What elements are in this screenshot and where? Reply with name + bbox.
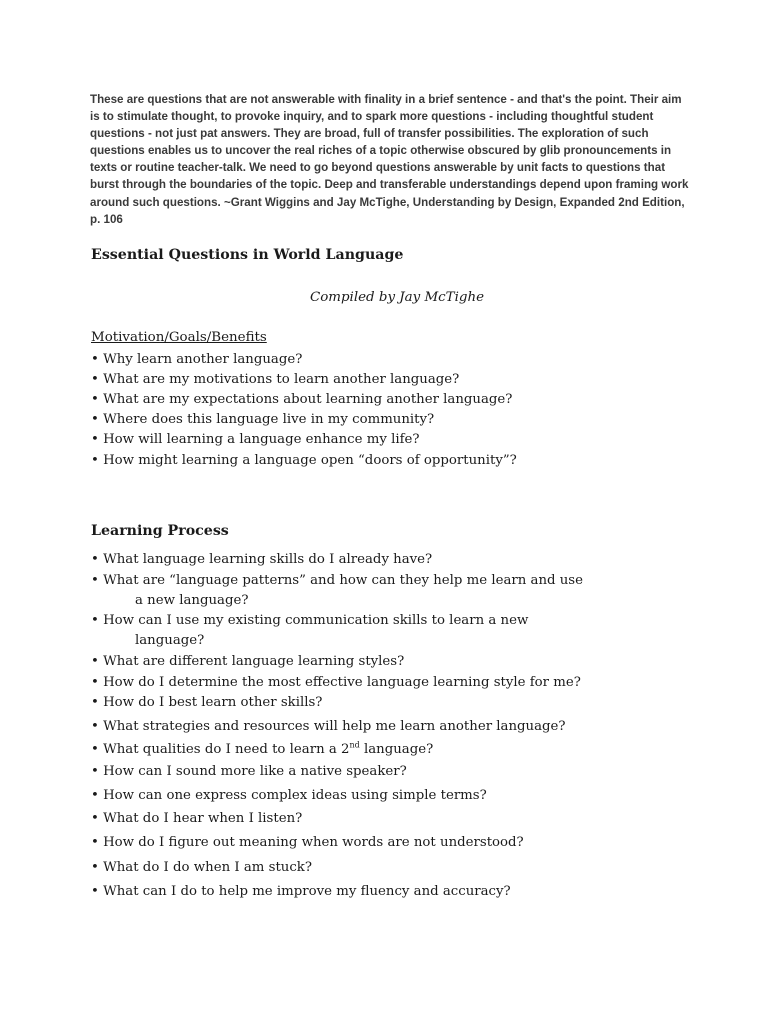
question-text: What qualities do I need to learn a 2: [103, 742, 350, 757]
page-title: Essential Questions in World Language: [91, 247, 404, 263]
bullet: •: [91, 432, 99, 447]
bullet: •: [91, 764, 99, 779]
section-heading-learning-process: Learning Process: [91, 523, 229, 539]
bullet: •: [91, 352, 99, 367]
bullet: •: [91, 372, 99, 387]
bullet: •: [91, 695, 99, 710]
bullet: •: [91, 788, 99, 803]
section-heading-motivation: Motivation/Goals/Benefits: [91, 330, 267, 345]
list-item: [91, 390, 512, 410]
bullet: •: [91, 860, 99, 875]
list-item: [91, 762, 407, 782]
question-continuation: a new language?: [135, 593, 249, 608]
question-text-end: language?: [359, 742, 434, 757]
question-text: What language learning skills do I already have?: [103, 552, 433, 567]
list-item: [91, 370, 459, 390]
question-text: How might learning a language open “doors of opportunity”?: [103, 453, 517, 468]
list-item: [91, 858, 312, 878]
bullet: •: [91, 412, 99, 427]
question-text: How can I sound more like a native speaker?: [103, 764, 407, 779]
question-text: What are different language learning styles?: [103, 654, 405, 669]
question-text: How can I use my existing communication skills to learn a new: [103, 613, 529, 628]
question-text: Where does this language live in my community?: [103, 412, 435, 427]
compiled-by: [0, 290, 768, 305]
list-item: [91, 451, 517, 471]
bullet: •: [91, 675, 99, 690]
question-continuation: language?: [135, 633, 205, 648]
question-text: What are my motivations to learn another language?: [103, 372, 460, 387]
list-item: [91, 673, 581, 693]
list-item: [91, 410, 434, 430]
list-item: [91, 882, 511, 902]
question-text: How will learning a language enhance my life?: [103, 432, 420, 447]
list-item: [91, 652, 404, 672]
ordinal-suffix: nd: [349, 740, 360, 750]
question-text: Why learn another language?: [103, 352, 303, 367]
bullet: •: [91, 552, 99, 567]
compiled-by-text: Compiled by Jay McTighe: [309, 290, 484, 305]
list-item: [91, 611, 528, 651]
list-item: [91, 786, 487, 806]
bullet: •: [91, 742, 99, 757]
question-text: What can I do to help me improve my fluency and accuracy?: [103, 884, 511, 899]
question-text: How do I determine the most effective language learning style for me?: [103, 675, 581, 690]
list-item: [91, 717, 566, 737]
question-text: How can one express complex ideas using simple terms?: [103, 788, 487, 803]
bullet: •: [91, 392, 99, 407]
list-item: [91, 693, 322, 713]
list-item: [91, 833, 524, 853]
bullet: •: [91, 884, 99, 899]
question-text: How do I best learn other skills?: [103, 695, 323, 710]
list-item: [91, 809, 302, 829]
question-text: What do I hear when I listen?: [103, 811, 303, 826]
list-item: [91, 740, 433, 760]
question-text: How do I figure out meaning when words are not understood?: [103, 835, 524, 850]
question-text: What strategies and resources will help me learn another language?: [103, 719, 566, 734]
bullet: •: [91, 573, 99, 588]
question-text: What are “language patterns” and how can they help me learn and use: [103, 573, 583, 588]
bullet: •: [91, 654, 99, 669]
bullet: •: [91, 811, 99, 826]
question-text: What do I do when I am stuck?: [103, 860, 312, 875]
intro-quote: These are questions that are not answerable with finality in a brief sentence - and that's the point. Their aim is to stimulate thought, to provoke inquiry, and to spark more questions - including thoughtful student questions - not just pat answers. They are broad, full of transfer possibilities. The exploration of such questions enables us to uncover the real riches of a topic otherwise obscured by glib pronouncements in texts or routine teacher-talk. We need to go beyond questions answerable by unit facts to questions that burst through the boundaries of the topic. Deep and transferable understandings depend upon framing work around such questions. ~Grant Wiggins and Jay McTighe, Understanding by Design, Expanded 2nd Edition, p. 106: [90, 93, 689, 226]
bullet: •: [91, 453, 99, 468]
list-item: [91, 350, 302, 370]
list-item: [91, 550, 432, 570]
bullet: •: [91, 613, 99, 628]
bullet: •: [91, 719, 99, 734]
question-text: What are my expectations about learning another language?: [103, 392, 513, 407]
bullet: •: [91, 835, 99, 850]
list-item: [91, 430, 420, 450]
list-item: [91, 571, 583, 611]
